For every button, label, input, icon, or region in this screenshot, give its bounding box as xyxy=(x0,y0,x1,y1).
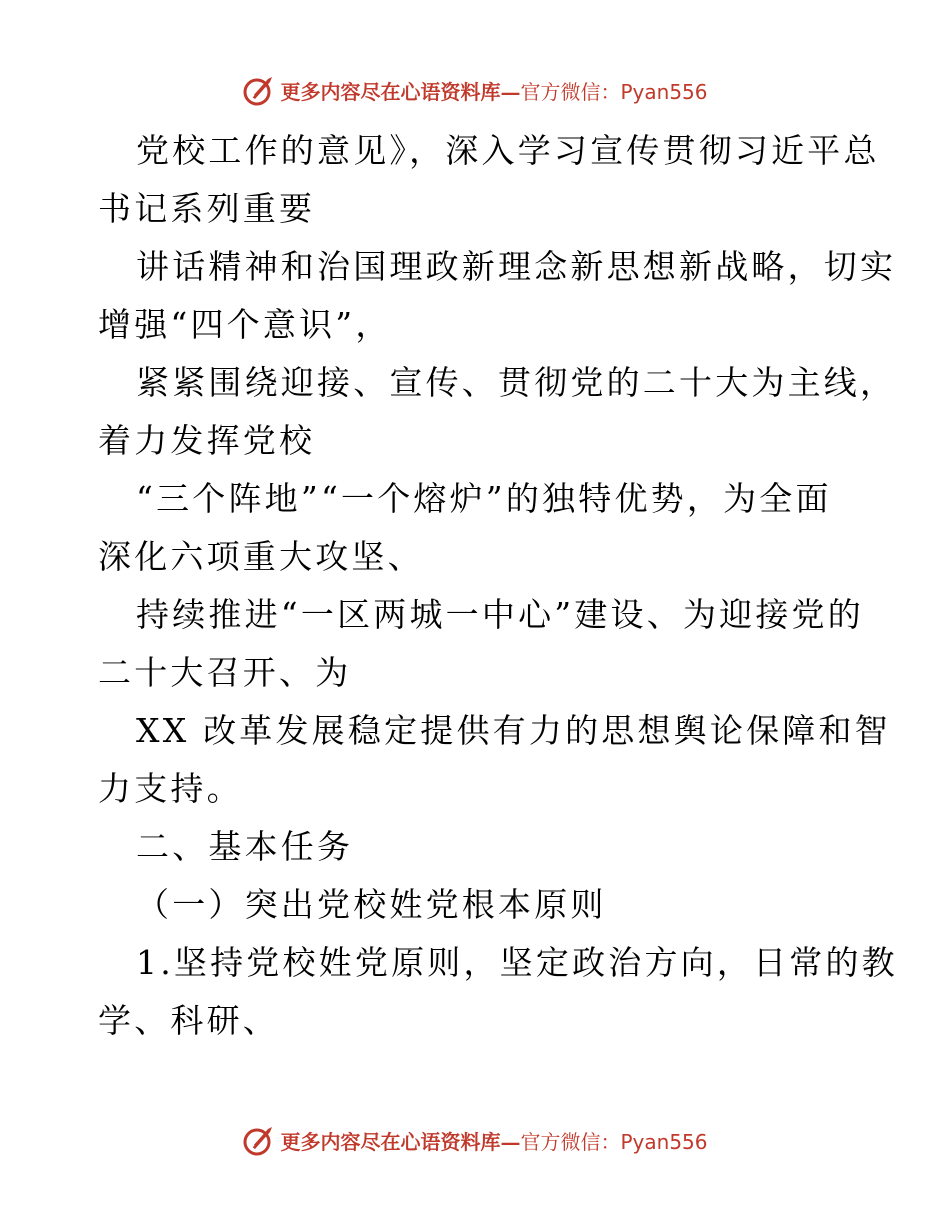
watermark-site: 更多内容尽在心语资料库 xyxy=(280,1129,501,1154)
watermark-wechat-id: Pyan556 xyxy=(620,1129,708,1154)
quill-logo-icon xyxy=(242,1123,276,1157)
body-text-line: 力支持。 xyxy=(98,769,243,808)
body-text-line: 党校工作的意见》，深入学习宣传贯彻习近平总 xyxy=(136,131,880,170)
body-text-line: 持续推进“一区两城一中心”建设、为迎接党的 xyxy=(136,595,864,634)
watermark-separator: — xyxy=(500,1129,521,1154)
body-text-line: 二十大召开、为 xyxy=(98,653,352,692)
footer-watermark-banner xyxy=(0,1120,950,1160)
quill-logo-icon xyxy=(242,73,276,107)
watermark-text xyxy=(280,1126,707,1155)
body-text-line: 学、科研、 xyxy=(98,1001,279,1040)
watermark-wechat-label: 官方微信： xyxy=(520,79,621,104)
body-text-line: 紧紧围绕迎接、宣传、贯彻党的二十大为主线， xyxy=(136,363,897,402)
body-text-line: （一）突出党校姓党根本原则 xyxy=(136,885,607,924)
watermark-separator: — xyxy=(500,79,521,104)
body-text-line: 着力发挥党校 xyxy=(98,421,316,460)
body-text-line: 深化六项重大攻坚、 xyxy=(98,537,424,576)
body-text-line: 增强“四个意识”， xyxy=(98,305,392,344)
watermark-site: 更多内容尽在心语资料库 xyxy=(280,79,501,104)
body-text-line: 二、基本任务 xyxy=(136,827,354,866)
header-watermark-banner xyxy=(0,70,950,110)
body-text-line: “三个阵地”“一个熔炉”的独特优势，为全面 xyxy=(136,479,832,518)
body-text-line: 讲话精神和治国理政新理念新思想新战略，切实 xyxy=(136,247,897,286)
watermark-wechat-label: 官方微信： xyxy=(520,1129,621,1154)
body-text-line: 书记系列重要 xyxy=(98,189,316,228)
watermark-wechat-id: Pyan556 xyxy=(620,79,708,104)
watermark-text xyxy=(280,76,707,105)
body-text-line: XX 改革发展稳定提供有力的思想舆论保障和智 xyxy=(136,711,891,750)
document-body xyxy=(98,122,898,1050)
body-text-line: 1.坚持党校姓党原则，坚定政治方向，日常的教 xyxy=(136,943,898,982)
